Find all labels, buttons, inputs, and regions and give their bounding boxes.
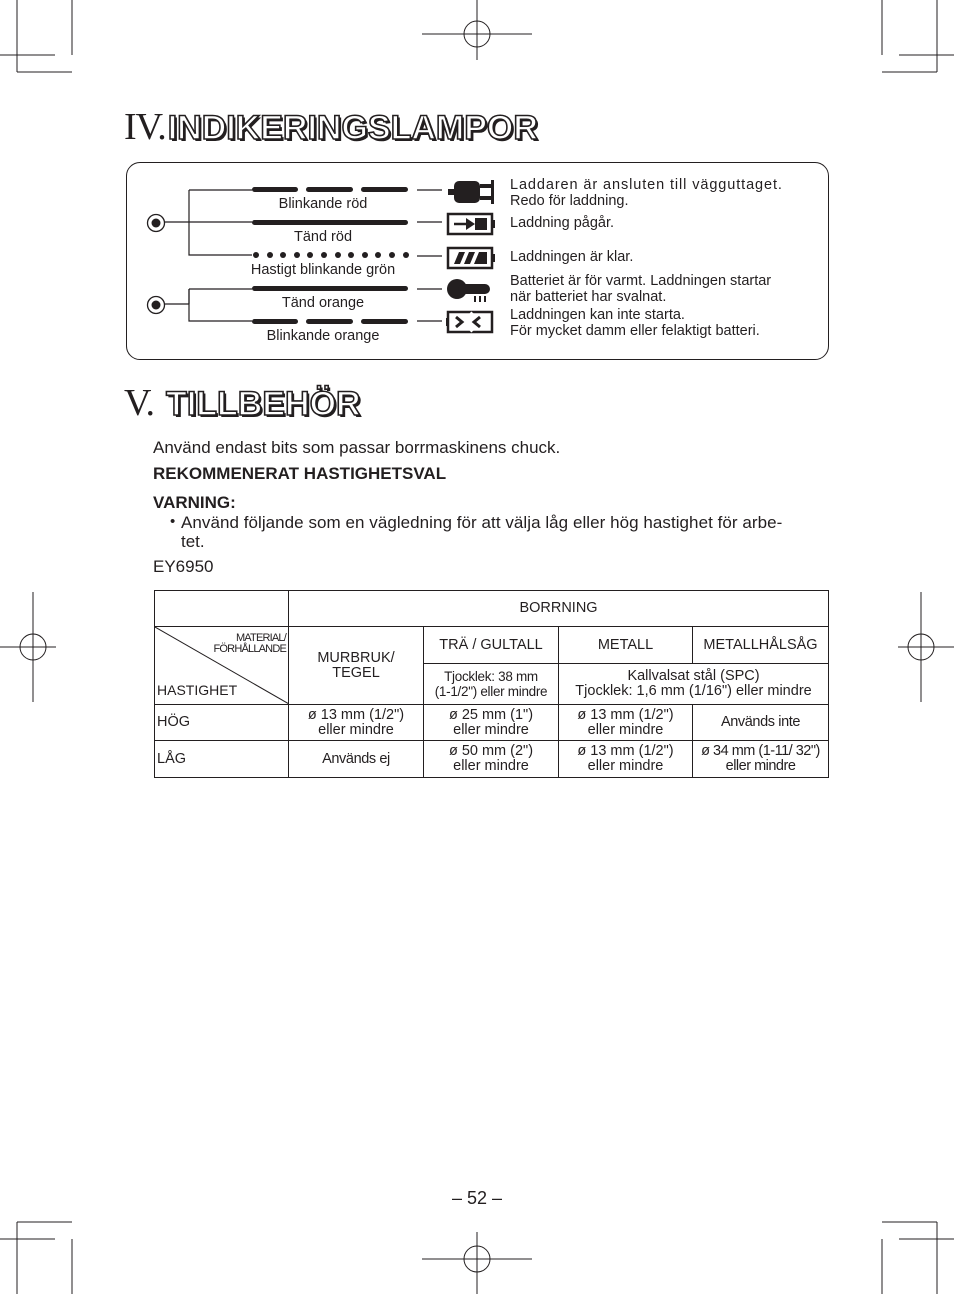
corner-bottom-label: HASTIGHET bbox=[157, 682, 238, 698]
desc-plugged bbox=[510, 177, 783, 209]
col-header-metal: METALL bbox=[559, 627, 693, 664]
lamp-label-blinking-red: Blinkande röd bbox=[278, 196, 368, 212]
row-speed-low: LÅG bbox=[155, 741, 289, 778]
lamp-pattern-fast-blinking-green bbox=[253, 252, 416, 258]
section-v-numeral: V. bbox=[124, 382, 155, 424]
cell-text: eller mindre bbox=[725, 758, 796, 774]
bullet-text-line2: tet. bbox=[181, 532, 205, 551]
warning-label: VARNING: bbox=[153, 493, 236, 512]
col-masonry-line1: MURBRUK/ bbox=[317, 649, 395, 666]
table-group-header: BORRNING bbox=[289, 591, 829, 627]
section-v-title: TILLBEHÖR bbox=[166, 385, 361, 423]
section-iv-title: INDIKERINGSLAMPOR bbox=[167, 109, 538, 147]
wood-spec bbox=[424, 664, 559, 705]
wood-spec-line2: (1-1/2") eller mindre bbox=[434, 684, 548, 700]
table-row bbox=[155, 741, 829, 778]
desc-error bbox=[510, 307, 760, 339]
table-row bbox=[155, 705, 829, 741]
metal-spec-line2: Tjocklek: 1,6 mm (1/16") eller mindre bbox=[575, 683, 812, 700]
lamp-pattern-blinking-red-2 bbox=[306, 187, 353, 192]
cell-low-holesaw bbox=[693, 741, 829, 778]
row-speed-high: HÖG bbox=[155, 705, 289, 741]
corner-top-label bbox=[214, 633, 287, 655]
battery-charging-icon bbox=[446, 211, 496, 237]
led-lower-icon bbox=[146, 295, 166, 315]
page-number: – 52 – bbox=[451, 1188, 503, 1208]
lamp-label-solid-orange: Tänd orange bbox=[281, 295, 365, 311]
led-upper-icon bbox=[146, 213, 166, 233]
col-header-holesaw: METALLHÅLSÅG bbox=[693, 627, 829, 664]
corner-top-line2: FÖRHÅLLANDE bbox=[213, 643, 286, 655]
cell-high-metal bbox=[559, 705, 693, 741]
intro-text: Använd endast bits som passar borrmaskinens chuck. bbox=[153, 438, 561, 457]
col-masonry-line2: TEGEL bbox=[332, 664, 380, 681]
corner-top-line1: MATERIAL/ bbox=[235, 632, 286, 644]
lamp-pattern-solid-red bbox=[252, 220, 408, 225]
battery-full-icon bbox=[446, 245, 496, 271]
cell-text: ø 13 mm (1/2") bbox=[577, 706, 674, 723]
lamp-label-blinking-orange: Blinkande orange bbox=[266, 328, 380, 344]
battery-error-icon bbox=[446, 309, 496, 335]
col-header-wood: TRÄ / GULTALL bbox=[424, 627, 559, 664]
metal-spec bbox=[559, 664, 829, 705]
cell-text: ø 50 mm (2") bbox=[448, 743, 534, 759]
lamp-pattern-blinking-orange-1 bbox=[252, 319, 298, 324]
desc-too-hot-line2: när batteriet har svalnat. bbox=[510, 289, 667, 305]
cell-low-metal bbox=[559, 741, 693, 778]
cell-text: eller mindre bbox=[453, 758, 529, 774]
lamp-pattern-blinking-orange-2 bbox=[306, 319, 353, 324]
section-iv-numeral: IV. bbox=[124, 106, 166, 148]
bullet-text-line1: Använd följande som en vägledning för att välja låg eller hög hastighet för arbe- bbox=[181, 513, 783, 532]
desc-plugged-line1: Laddaren är ansluten till vägguttaget. bbox=[510, 177, 783, 193]
metal-spec-line1: Kallvalsat stål (SPC) bbox=[627, 668, 760, 685]
lamp-pattern-blinking-red-3 bbox=[361, 187, 408, 192]
lamp-label-fast-blinking-green: Hastigt blinkande grön bbox=[250, 262, 396, 278]
cell-low-masonry bbox=[289, 741, 424, 778]
cell-text: ø 34 mm (1-11/ 32") bbox=[701, 743, 820, 759]
thermometer-icon bbox=[446, 276, 496, 304]
plug-icon bbox=[446, 178, 496, 206]
table-empty-corner bbox=[155, 591, 289, 627]
cell-low-wood bbox=[424, 741, 559, 778]
cell-high-masonry bbox=[289, 705, 424, 741]
desc-too-hot bbox=[510, 273, 771, 305]
desc-too-hot-line1: Batteriet är för varmt. Laddningen startar bbox=[510, 273, 772, 289]
desc-plugged-line2: Redo för laddning. bbox=[510, 193, 629, 209]
desc-error-line1: Laddningen kan inte starta. bbox=[510, 307, 685, 323]
cell-text: ø 13 mm (1/2") bbox=[307, 706, 405, 723]
cell-text: ø 13 mm (1/2") bbox=[577, 743, 674, 759]
lamp-pattern-solid-orange bbox=[252, 286, 408, 291]
lamp-label-solid-red: Tänd röd bbox=[293, 229, 353, 245]
bar-to-icon-lines bbox=[412, 180, 448, 330]
table-corner-cell bbox=[155, 627, 289, 705]
desc-charging: Laddning pågår. bbox=[510, 215, 615, 231]
cell-high-holesaw bbox=[693, 705, 829, 741]
desc-complete: Laddningen är klar. bbox=[510, 249, 634, 265]
cell-text: eller mindre bbox=[587, 721, 664, 738]
cell-text: eller mindre bbox=[318, 721, 394, 738]
model-number: EY6950 bbox=[153, 557, 214, 576]
desc-error-line2: För mycket damm eller felaktigt batteri. bbox=[510, 323, 760, 339]
lamp-pattern-blinking-red-1 bbox=[252, 187, 298, 192]
col-header-masonry bbox=[289, 627, 424, 705]
cell-text: Används inte bbox=[720, 714, 801, 730]
cell-text: eller mindre bbox=[453, 721, 529, 738]
cell-text: ø 25 mm (1") bbox=[448, 706, 534, 723]
wood-spec-line1: Tjocklek: 38 mm bbox=[444, 669, 538, 685]
section-v-heading bbox=[124, 381, 361, 425]
bullet-marker: • bbox=[170, 513, 176, 530]
lamp-pattern-blinking-orange-3 bbox=[361, 319, 408, 324]
section-iv-heading bbox=[124, 105, 538, 149]
cell-high-wood bbox=[424, 705, 559, 741]
speed-table bbox=[154, 590, 829, 778]
cell-text: Används ej bbox=[322, 750, 390, 767]
subheading-speed: REKOMMENERAT HASTIGHETSVAL bbox=[153, 464, 447, 483]
cell-text: eller mindre bbox=[587, 758, 664, 774]
